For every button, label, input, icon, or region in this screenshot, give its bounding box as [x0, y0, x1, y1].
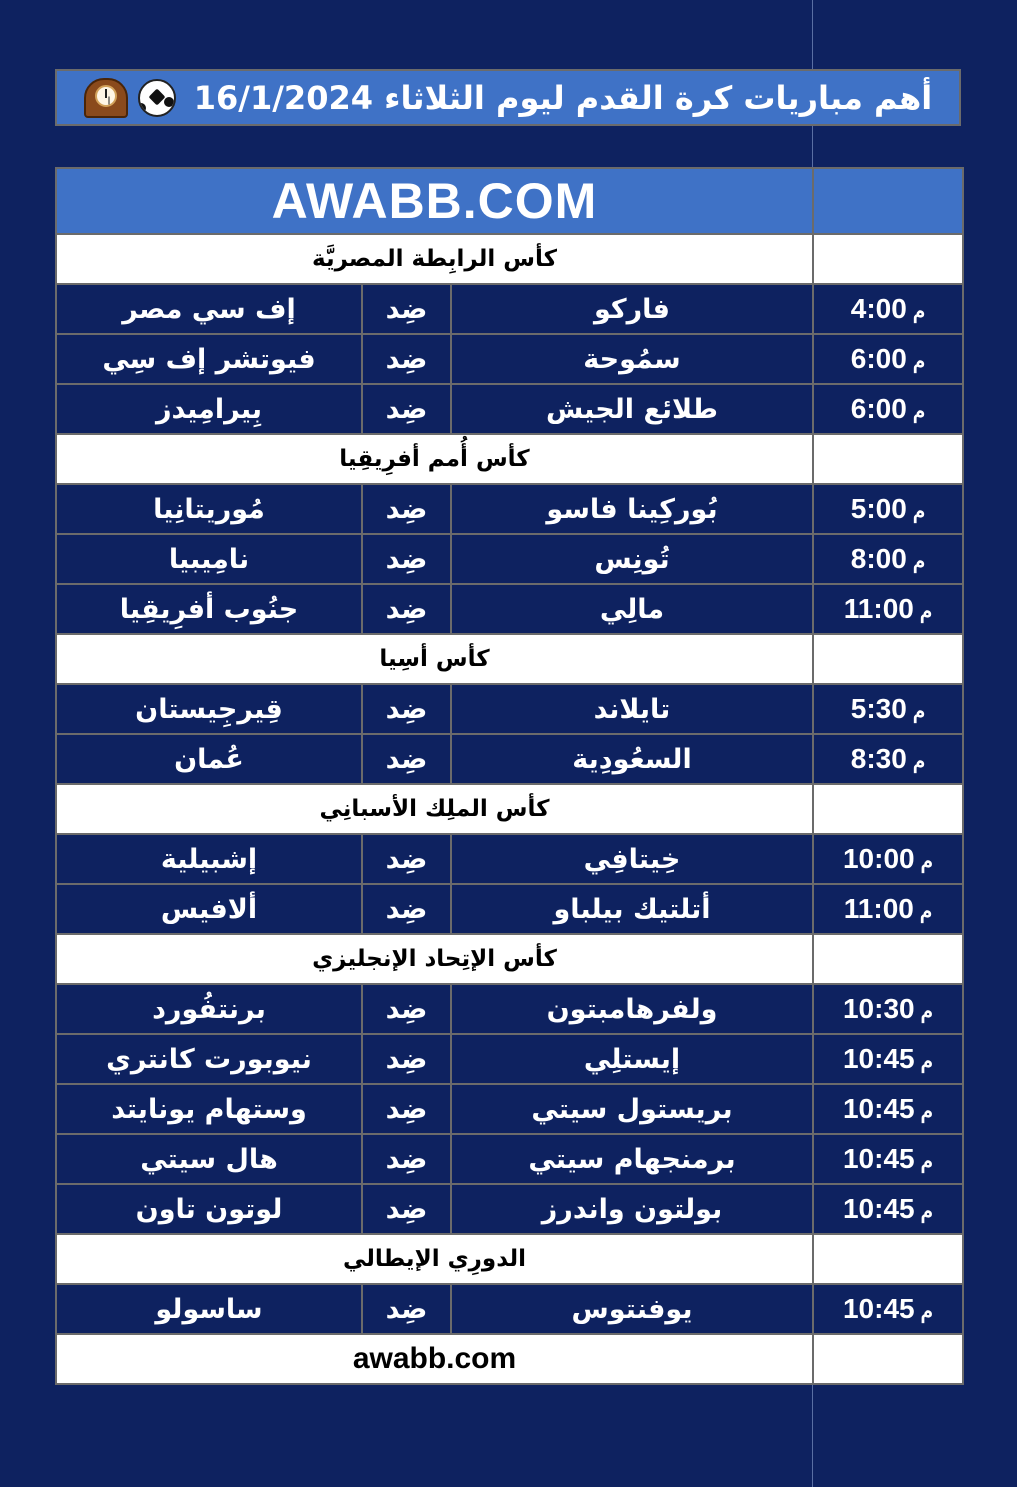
kickoff-time [813, 334, 963, 384]
competition-row [56, 234, 963, 284]
home-team: بولتون واندرز [451, 1184, 813, 1234]
competition-row [56, 784, 963, 834]
match-row [56, 984, 963, 1034]
home-team: بُوركِينا فاسو [451, 484, 813, 534]
vs-label: ضِد [362, 284, 451, 334]
away-team: قِيرجِيستان [56, 684, 362, 734]
kickoff-time [813, 684, 963, 734]
match-row [56, 734, 963, 784]
match-row [56, 684, 963, 734]
kickoff-time [813, 584, 963, 634]
header-icons [84, 78, 176, 118]
home-team: مالِي [451, 584, 813, 634]
kickoff-time [813, 1084, 963, 1134]
kickoff-period: م [920, 1101, 933, 1123]
home-team: طلائع الجيش [451, 384, 813, 434]
home-team: سمُوحة [451, 334, 813, 384]
competition-row [56, 934, 963, 984]
vs-label: ضِد [362, 1134, 451, 1184]
kickoff-time-value: 8:00 [850, 543, 907, 574]
kickoff-time-value: 8:30 [850, 743, 907, 774]
away-team: لوتون تاون [56, 1184, 362, 1234]
mantel-clock-icon [84, 78, 128, 118]
brand-title: AWABB.COM [56, 168, 813, 234]
vs-label: ضِد [362, 334, 451, 384]
vs-label: ضِد [362, 1184, 451, 1234]
kickoff-time [813, 484, 963, 534]
vs-label: ضِد [362, 484, 451, 534]
match-row [56, 1134, 963, 1184]
competition-name: الدورِي الإيطالي [56, 1234, 813, 1284]
kickoff-time-value: 10:45 [842, 1193, 915, 1224]
competition-row-spacer [813, 434, 963, 484]
vs-label: ضِد [362, 1284, 451, 1334]
match-row [56, 384, 963, 434]
match-schedule-table [55, 167, 964, 1385]
home-team: تايلاند [451, 684, 813, 734]
home-team: السعُودِية [451, 734, 813, 784]
kickoff-period: م [920, 1151, 933, 1173]
kickoff-time-value: 11:00 [843, 893, 914, 924]
competition-row [56, 634, 963, 684]
kickoff-time [813, 734, 963, 784]
match-row [56, 1034, 963, 1084]
away-team: نامِيبيا [56, 534, 362, 584]
vs-label: ضِد [362, 884, 451, 934]
vs-label: ضِد [362, 834, 451, 884]
match-row [56, 534, 963, 584]
kickoff-time [813, 984, 963, 1034]
kickoff-time-value: 10:30 [842, 993, 915, 1024]
kickoff-period: م [919, 601, 933, 623]
kickoff-time-value: 10:45 [842, 1093, 915, 1124]
brand-row-spacer [813, 168, 963, 234]
kickoff-time [813, 1134, 963, 1184]
kickoff-period: م [912, 301, 926, 323]
kickoff-time [813, 284, 963, 334]
brand-row [56, 168, 963, 234]
kickoff-period: م [912, 501, 926, 523]
kickoff-time-value: 10:45 [842, 1293, 915, 1324]
kickoff-period: م [920, 1201, 933, 1223]
competition-row-spacer [813, 1234, 963, 1284]
home-team: تُونِس [451, 534, 813, 584]
match-row [56, 584, 963, 634]
away-team: جنُوب أفرِيقِيا [56, 584, 362, 634]
kickoff-period: م [912, 401, 926, 423]
footer-row [56, 1334, 963, 1384]
match-row [56, 1184, 963, 1234]
home-team: أتلتيك بيلباو [451, 884, 813, 934]
competition-row [56, 1234, 963, 1284]
kickoff-period: م [920, 1001, 933, 1023]
footer-row-spacer [813, 1334, 963, 1384]
kickoff-period: م [920, 851, 933, 873]
home-team: إيستلِي [451, 1034, 813, 1084]
kickoff-period: م [912, 751, 926, 773]
away-team: عُمان [56, 734, 362, 784]
match-row [56, 884, 963, 934]
vs-label: ضِد [362, 1084, 451, 1134]
kickoff-period: م [912, 551, 926, 573]
away-team: إف سي مصر [56, 284, 362, 334]
kickoff-time [813, 834, 963, 884]
vs-label: ضِد [362, 384, 451, 434]
kickoff-time [813, 1284, 963, 1334]
kickoff-time-value: 10:00 [842, 843, 915, 874]
away-team: هال سيتي [56, 1134, 362, 1184]
kickoff-period: م [912, 351, 926, 373]
kickoff-period: م [920, 1301, 933, 1323]
vs-label: ضِد [362, 684, 451, 734]
away-team: ألافيس [56, 884, 362, 934]
vs-label: ضِد [362, 584, 451, 634]
kickoff-time [813, 884, 963, 934]
kickoff-period: م [919, 901, 933, 923]
kickoff-time-value: 10:45 [842, 1143, 915, 1174]
kickoff-time [813, 1034, 963, 1084]
kickoff-time-value: 4:00 [850, 293, 907, 324]
kickoff-time [813, 384, 963, 434]
away-team: فيوتشر إف سِي [56, 334, 362, 384]
away-team: نيوبورت كانتري [56, 1034, 362, 1084]
page-title: أهم مباريات كرة القدم ليوم الثلاثاء 16/1/2024 [193, 78, 933, 117]
away-team: ساسولو [56, 1284, 362, 1334]
match-row [56, 834, 963, 884]
home-team: ولفرهامبتون [451, 984, 813, 1034]
match-row [56, 334, 963, 384]
match-row [56, 1284, 963, 1334]
kickoff-time-value: 10:45 [842, 1043, 915, 1074]
soccer-ball-icon [138, 79, 176, 117]
competition-name: كأس أسِيا [56, 634, 813, 684]
vs-label: ضِد [362, 1034, 451, 1084]
kickoff-time-value: 6:00 [850, 393, 907, 424]
competition-row-spacer [813, 934, 963, 984]
competition-name: كأس الملِك الأسبانِي [56, 784, 813, 834]
away-team: وستهام يونايتد [56, 1084, 362, 1134]
vs-label: ضِد [362, 734, 451, 784]
kickoff-time-value: 5:30 [850, 693, 907, 724]
kickoff-time [813, 1184, 963, 1234]
vs-label: ضِد [362, 534, 451, 584]
kickoff-time [813, 534, 963, 584]
away-team: برنتفُورد [56, 984, 362, 1034]
kickoff-period: م [920, 1051, 933, 1073]
competition-name: كأس الإتِحاد الإنجليزي [56, 934, 813, 984]
kickoff-period: م [912, 701, 926, 723]
footer-site-url: awabb.com [56, 1334, 813, 1384]
away-team: إشبيلية [56, 834, 362, 884]
home-team: فاركو [451, 284, 813, 334]
header-banner [55, 69, 961, 126]
home-team: يوفنتوس [451, 1284, 813, 1334]
home-team: بريستول سيتي [451, 1084, 813, 1134]
competition-row-spacer [813, 634, 963, 684]
kickoff-time-value: 5:00 [850, 493, 907, 524]
competition-name: كأس الرابِطة المصريَّة [56, 234, 813, 284]
kickoff-time-value: 11:00 [843, 593, 914, 624]
match-row [56, 484, 963, 534]
home-team: برمنجهام سيتي [451, 1134, 813, 1184]
competition-row [56, 434, 963, 484]
match-row [56, 284, 963, 334]
competition-row-spacer [813, 784, 963, 834]
match-row [56, 1084, 963, 1134]
home-team: خِيتافِي [451, 834, 813, 884]
competition-row-spacer [813, 234, 963, 284]
vs-label: ضِد [362, 984, 451, 1034]
competition-name: كأس أُمم أفرِيقِيا [56, 434, 813, 484]
away-team: بِيرامِيدز [56, 384, 362, 434]
away-team: مُوريتانِيا [56, 484, 362, 534]
kickoff-time-value: 6:00 [850, 343, 907, 374]
